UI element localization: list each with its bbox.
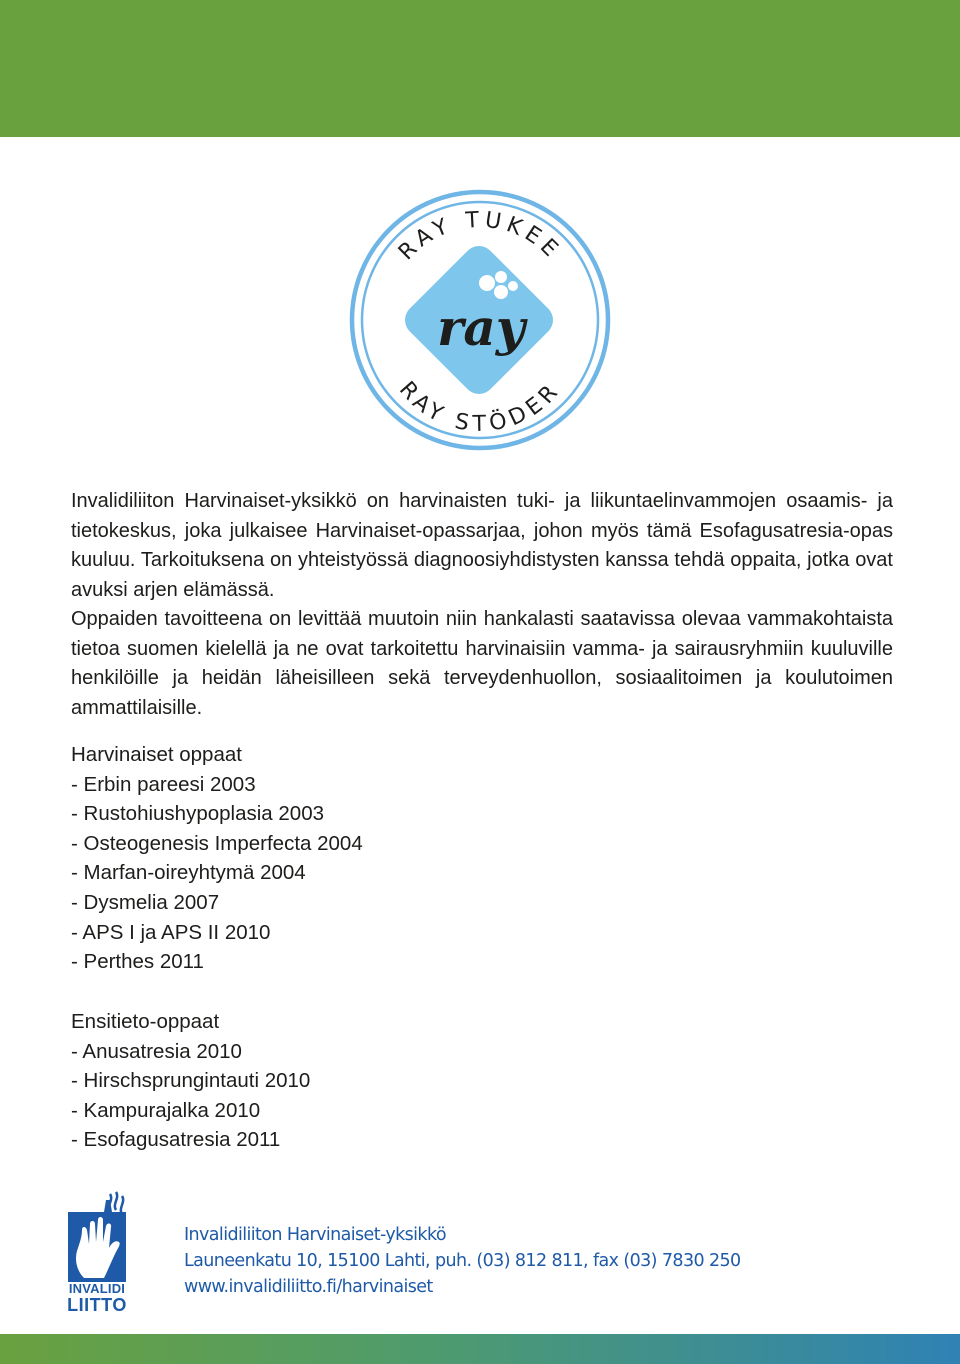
list-item: - APS I ja APS II 2010 bbox=[71, 920, 271, 944]
list-item: - Dysmelia 2007 bbox=[71, 890, 220, 914]
intro-text bbox=[71, 487, 893, 723]
address: Launeenkatu 10, 15100 Lahti, puh. (03) 812 811, fax (03) 7830 250 bbox=[184, 1251, 741, 1271]
list-item: - Rustohiushypoplasia 2003 bbox=[71, 802, 324, 826]
logo-line-2: LIITTO bbox=[67, 1295, 127, 1315]
guides-heading: Harvinaiset oppaat bbox=[71, 743, 242, 766]
list-item: - Osteogenesis Imperfecta 2004 bbox=[71, 831, 363, 855]
intro-paragraph-2: Oppaiden tavoitteena on levittää muutoin niin hankalasti saatavissa olevaa vammakohtaista tietoa suomen kielellä ja ne ovat tarkoitettu harvinaisiin vamma- ja sairausryhmiin kuuluville henkilöille ja heidän läheisilleen sekä terveydenhuollon, sosiaalitoimen ja koulutoimen ammattilaisille. bbox=[71, 608, 893, 719]
top-green-band bbox=[0, 0, 960, 137]
bottom-gradient-band bbox=[0, 1334, 960, 1364]
list-item: - Perthes 2011 bbox=[71, 950, 204, 974]
list-item: - Esofagusatresia 2011 bbox=[71, 1128, 281, 1152]
bottom-arc-text: RAY STÖDER bbox=[393, 377, 567, 438]
list-item: - Marfan-oireyhtymä 2004 bbox=[71, 861, 306, 885]
harvinaiset-guides-list bbox=[71, 740, 871, 977]
website-link[interactable]: www.invalidiliitto.fi/harvinaiset bbox=[184, 1277, 433, 1297]
ray-wordmark: ray bbox=[437, 298, 525, 357]
list-item: - Hirschsprungintauti 2010 bbox=[71, 1069, 311, 1093]
list-item: - Anusatresia 2010 bbox=[71, 1039, 242, 1063]
top-arc-text: RAY TUKEE bbox=[394, 207, 566, 266]
invalidiliitto-logo-text bbox=[62, 1282, 132, 1314]
ensitieto-guides-list bbox=[71, 1007, 871, 1155]
bubble-icon bbox=[508, 281, 518, 291]
ray-tukee-logo bbox=[345, 185, 615, 455]
bubble-icon bbox=[494, 285, 508, 299]
org-name: Invalidiliiton Harvinaiset-yksikkö bbox=[184, 1225, 446, 1245]
contact-info bbox=[184, 1222, 804, 1300]
bubble-icon bbox=[495, 271, 507, 283]
list-item: - Kampurajalka 2010 bbox=[71, 1098, 261, 1122]
list-item: - Erbin pareesi 2003 bbox=[71, 772, 256, 796]
logo-line-1: INVALIDI bbox=[68, 1281, 126, 1296]
intro-paragraph-1: Invalidiliiton Harvinaiset-yksikkö on harvinaisten tuki- ja liikuntaelinvammojen osaamis- ja tietokeskus, joka julkaisee Harvinaiset-opassarjaa, johon myös tämä Esofagusatresia-opas kuuluu. Tarkoituksena on yhteistyössä diagnoosiyhdistysten kanssa tehdä oppaita, jotka ovat avuksi arjen elämässä. bbox=[71, 490, 893, 601]
first-info-heading: Ensitieto-oppaat bbox=[71, 1010, 220, 1033]
bubble-icon bbox=[479, 275, 495, 291]
